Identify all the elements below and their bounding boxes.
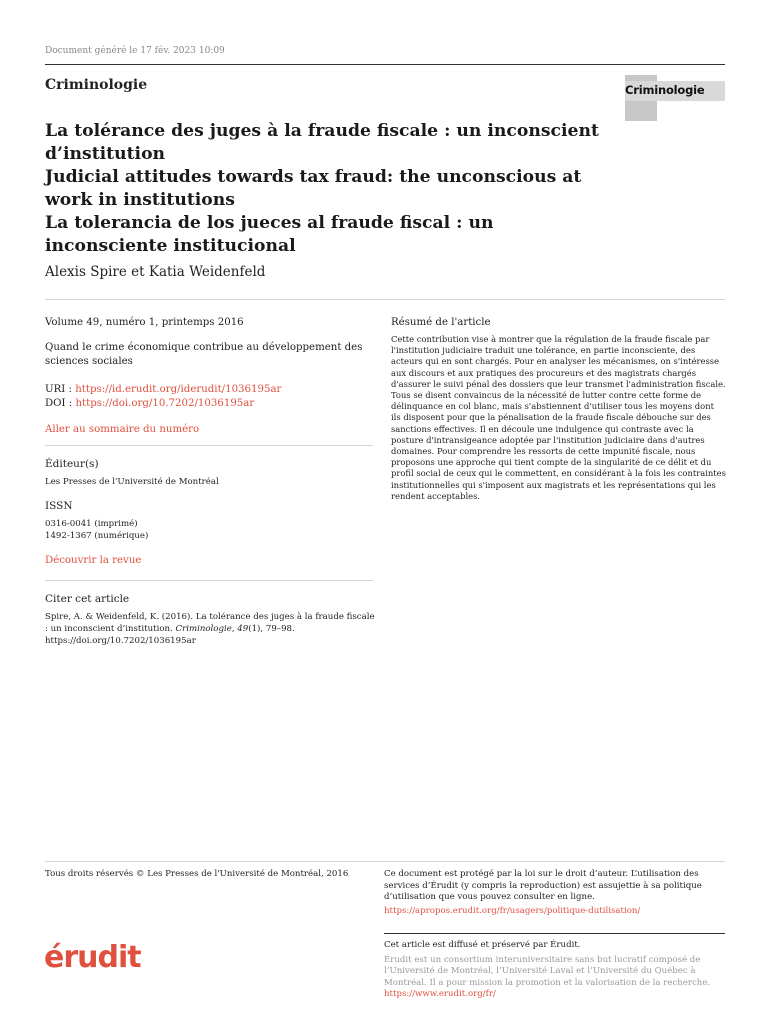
abstract-column — [391, 317, 726, 502]
uri-label: URI : — [45, 384, 76, 395]
uri-link[interactable]: https://id.erudit.org/iderudit/1036195ar — [75, 384, 282, 395]
abstract-label: Résumé de l'article — [391, 317, 491, 328]
title-es: La tolerancia de los jueces al fraude fiscal : un inconsciente institucional — [45, 213, 494, 256]
discover-link[interactable]: Découvrir la revue — [45, 555, 142, 566]
journal-name: Criminologie — [45, 77, 148, 93]
issn-print: 0316-0041 (imprimé) — [45, 519, 138, 529]
issn-online: 1492-1367 (numérique) — [45, 531, 149, 541]
footer-rule — [45, 861, 725, 862]
citation-volume: 49 — [237, 624, 249, 634]
discover-rule — [45, 580, 373, 581]
citation-main: Spire, A. & Weidenfeld, K. (2016). La tolérance des juges à la fraude fiscale : un inconscient d’institution. — [45, 612, 375, 634]
erudit-info — [384, 940, 724, 1001]
policy-link[interactable]: https://apropos.erudit.org/fr/usagers/politique-dutilisation/ — [384, 905, 641, 916]
doi-line — [45, 397, 375, 411]
journal-logo[interactable] — [625, 75, 725, 121]
issue-theme: Quand le crime économique contribue au développement des sciences sociales — [45, 342, 363, 367]
copyright-block — [384, 869, 724, 917]
generated-timestamp: Document généré le 17 fév. 2023 10:09 — [45, 46, 225, 56]
volume: Volume 49, numéro 1, printemps 2016 — [45, 317, 244, 328]
uri-line — [45, 383, 375, 397]
doi-label: DOI : — [45, 398, 76, 409]
erudit-desc: Érudit est un consortium interuniversitaire sans but lucratif composé de l’Université de Montréal, l’Université Laval et l’Université du Québec à Montréal. Il a pour mission la promotion et la valorisation de la recherche. — [384, 954, 711, 988]
title-fr: La tolérance des juges à la fraude fiscale : un inconscient d’institution — [45, 121, 599, 164]
erudit-rule — [384, 933, 725, 934]
abstract-text: Cette contribution vise à montrer que la régulation de la fraude fiscale par l'institution judiciaire traduit une tolérance, en partie inconsciente, des acteurs qui en sont chargés. Pour en analyser les mécanismes, on s'intéresse aux discours et aux pratiques des procureurs et des magistrats chargés d'assurer le suivi pénal des dossiers que leur transmet l'administration fiscale. Tous se disent convaincus de la nécessité de lutter contre cette forme de délinquance en col blanc, mais s'abstiennent d'utiliser tous les moyens dont ils disposent pour que la pénalisation de la fraude fiscale débouche sur des sanctions effectives. Il en découle une indulgence qui contraste avec la posture d'intransigeance adoptée par l'institution judiciaire dans d'autres domaines. Pour comprendre les ressorts de cette impunité fiscale, nous proposons une approche qui tient compte de la singularité de ce délit et du profil social de ceux qui le commettent, en considérant à la fois les contraintes institutionnelles qui s'imposent aux magistrats et les représentations qui les rendent acceptables. — [391, 334, 726, 501]
authors: Alexis Spire et Katia Weidenfeld — [45, 264, 266, 280]
citation: Spire, A. & Weidenfeld, K. (2016). La tolérance des juges à la fraude fiscale : un inconscient d’institution. Criminologie, 49(1), 79–98. https://doi.org/10.7202/1036195ar — [45, 612, 375, 646]
erudit-link[interactable]: https://www.erudit.org/fr/ — [384, 989, 496, 1000]
article-titles — [45, 120, 615, 258]
logo-text: Criminologie — [625, 83, 705, 97]
top-rule — [45, 64, 725, 65]
issn-label: ISSN — [45, 500, 73, 512]
citation-doi[interactable]: https://doi.org/10.7202/1036195ar — [45, 636, 196, 646]
citation-pages: (1), 79–98. — [248, 624, 295, 634]
erudit-title: Cet article est diffusé et préservé par Érudit. — [384, 940, 581, 950]
copyright-notice: Ce document est protégé par la loi sur le droit d’auteur. L’utilisation des services d’Érudit (y compris la reproduction) est assujettie à sa politique d’utilisation que vous pouvez consulter en ligne. — [384, 869, 702, 903]
erudit-logo[interactable]: érudit — [44, 940, 141, 975]
toc-link[interactable]: Aller au sommaire du numéro — [45, 424, 200, 435]
citation-journal: Criminologie — [175, 624, 232, 634]
publisher: Les Presses de l'Université de Montréal — [45, 477, 219, 487]
doi-link[interactable]: https://doi.org/10.7202/1036195ar — [75, 398, 255, 409]
publisher-label: Éditeur(s) — [45, 458, 99, 470]
toc-rule — [45, 445, 373, 446]
rights-notice: Tous droits réservés © Les Presses de l'Université de Montréal, 2016 — [45, 869, 349, 879]
title-en: Judicial attitudes towards tax fraud: the unconscious at work in institutions — [45, 167, 582, 210]
authors-rule — [45, 299, 725, 300]
cite-label: Citer cet article — [45, 593, 130, 605]
metadata-column — [45, 316, 375, 647]
